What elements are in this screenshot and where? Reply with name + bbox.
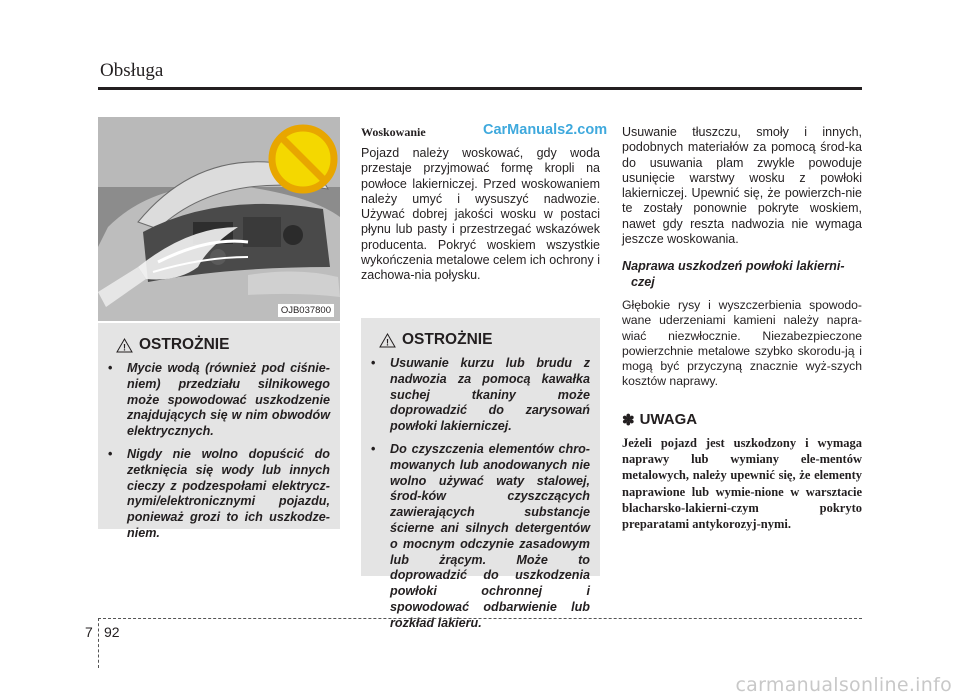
note-text: Jeżeli pojazd jest uszkodzony i wymaga naprawy lub wymiany ele-mentów metalowych, należy upewnić się, że elementy naprawione lub wymie-nione w warsztacie blacharsko-lakierni-czym pokryto preparatami antykorozyj-nymi. [622,435,862,532]
engine-wash-drawing [98,117,340,321]
list-item: • Nigdy nie wolno dopuścić do zetknięcia się wody lub innych cieczy z podzespołami elektrycz-nymi/elektronicznymi pojazdu, ponieważ grozi to ich uszkodze-niem. [108,446,330,540]
figure-code: OJB037800 [278,304,334,317]
footer-rule [98,618,862,619]
engine-wash-illustration [98,117,340,321]
svg-text:!: ! [386,336,389,347]
page-header-title: Obsługa [100,60,164,81]
warning-box-middle [361,318,600,630]
warning-mid-title: OSTROŻNIE [402,331,493,348]
warning-mid-list [371,356,590,639]
list-item: • Mycie wodą (również pod ciśnie-niem) przedziału silnikowego może spowodować uszkodzenie znajdujących się w nim obwodów elektrycznych. [108,361,330,439]
chapter-number: 7 [85,624,93,640]
svg-text:!: ! [123,341,126,352]
degreasing-paragraph: Usuwanie tłuszczu, smoły i innych, podobnych materiałów za pomocą środ-ka do usuwania plam zwykle powoduje usunięcie warstwy wosku z powłoki lakierniczej. Upewnić się, że powierzch-nie te zostały ponownie pokryte woskiem, nawet gdy reszta nadwozia nie wymaga jeszcze woskowania. [622,125,862,247]
page-number: 92 [104,624,120,640]
note-title: UWAGA [639,411,698,429]
site-watermark: carmanualsonline.info [735,674,952,696]
list-item: • Usuwanie kurzu lub brudu z nadwozia za pomocą kawałka suchej tkaniny może doprowadzić do zarysowań powłoki lakierniczej. [371,356,590,434]
warning-triangle-icon [116,338,133,353]
asterisk-icon: ✽ [622,411,635,429]
footer-divider [98,618,99,668]
warning-left-title: OSTROŻNIE [139,336,230,353]
warning-box-left [98,323,340,540]
carmanuals-watermark: CarManuals2.com [483,122,608,138]
waxing-paragraph: Pojazd należy woskować, gdy woda przestaje przyjmować formę kropli na powłoce lakierniczej. Przed woskowaniem należy umyć i wysuszyć nadwozie. Używać dobrej jakości wosku w postaci płynu lub pasty i przestrzegać wskazówek producenta. Pokryć woskiem wszystkie wykończenia metalowe celem ich ochrony i zachowa-nia połysku. [361,146,600,283]
warning-triangle-icon [379,333,396,348]
right-column [622,125,862,533]
list-item: • Do czyszczenia elementów chro-mowanych lub anodowanych nie wolno używać waty stalowej, środ-ków czyszczących zawierających substancje ścierne ani silnych detergentów o mocnym odczynie zasadowym lub żrącym. Może to doprowadzić do uszkodzenia powłoki ochronnej i spowodować odbarwienie lub rozkład lakieru. [371,441,590,630]
paint-repair-paragraph: Głębokie rysy i wyszczerbienia spowodo-wane uderzeniami kamieni należy napra-wiać niezwłocznie. Niezabezpieczone powierzchnie metalowe szybko skorodu-ją i mogą być przyczyną znacznie wyż-szych kosztów naprawy. [622,297,862,389]
header-rule [98,87,862,90]
note-heading [622,411,862,429]
waxing-section [361,125,600,284]
warning-left-list [108,361,330,549]
waxing-title: Woskowanie [361,125,426,139]
paint-repair-heading: Naprawa uszkodzeń powłoki lakierni-czej [622,259,845,289]
